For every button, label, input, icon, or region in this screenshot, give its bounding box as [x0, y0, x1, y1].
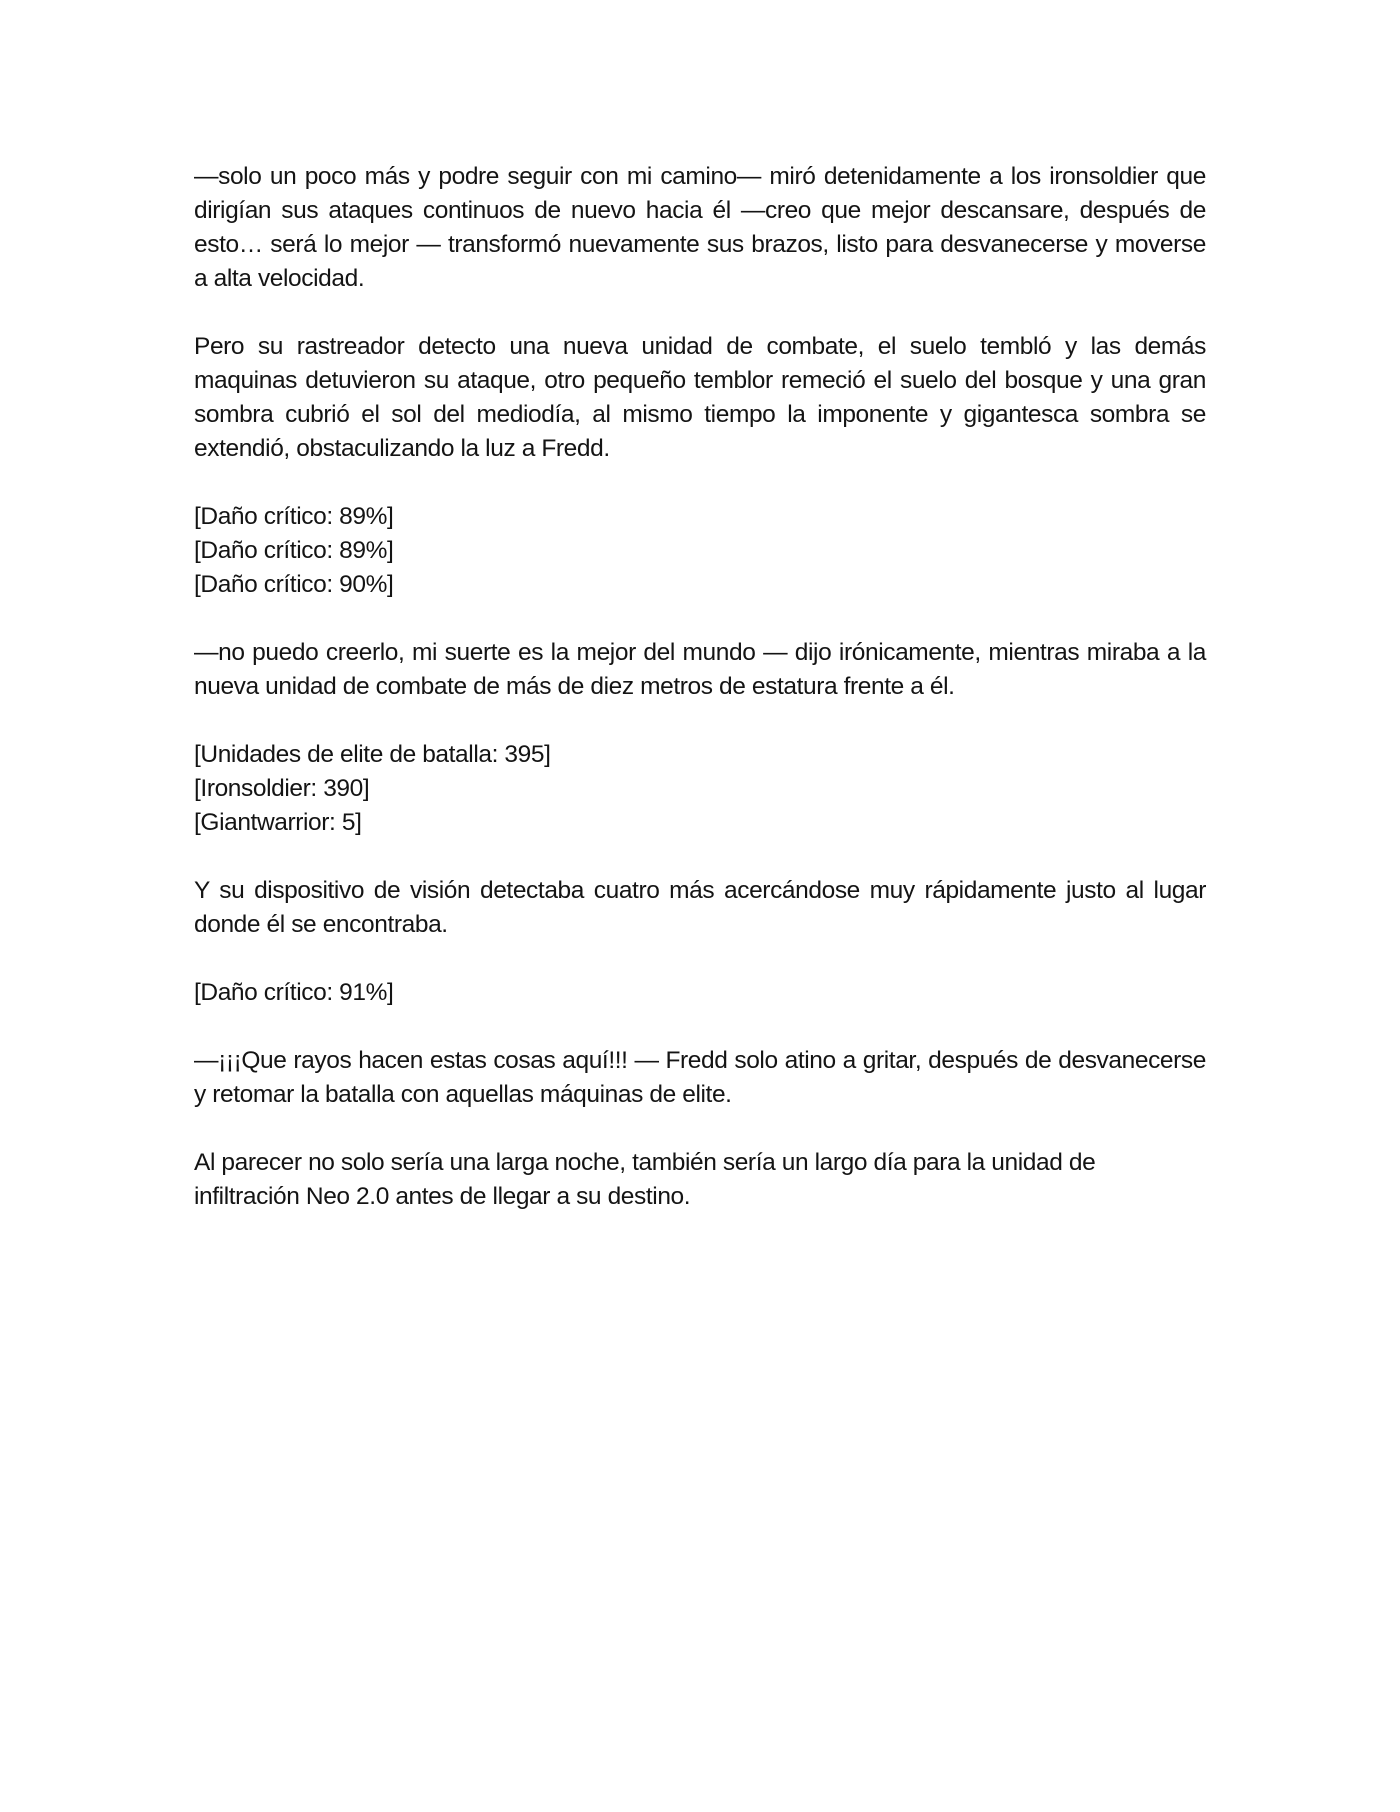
damage-status-line: [Daño crítico: 89%]	[194, 537, 394, 564]
document-page	[194, 160, 1206, 1248]
paragraph-4: Y su dispositivo de visión detectaba cuatro más acercándose muy rápidamente justo al lugar donde él se encontraba.	[194, 877, 1206, 938]
paragraph-5: —¡¡¡Que rayos hacen estas cosas aquí!!! — Fredd solo atino a gritar, después de desvanecerse y retomar la batalla con aquellas máquinas de elite.	[194, 1047, 1206, 1108]
damage-status-line: [Daño crítico: 89%]	[194, 503, 394, 530]
damage-status-line: [Daño crítico: 91%]	[194, 979, 394, 1006]
units-status-line: [Ironsoldier: 390]	[194, 775, 370, 802]
paragraph-6: Al parecer no solo sería una larga noche, también sería un largo día para la unidad de infiltración Neo 2.0 antes de llegar a su destino.	[194, 1149, 1096, 1210]
paragraph-2: Pero su rastreador detecto una nueva unidad de combate, el suelo tembló y las demás maquinas detuvieron su ataque, otro pequeño temblor remeció el suelo del bosque y una gran sombra cubrió el sol del mediodía, al mismo tiempo la imponente y gigantesca sombra se extendió, obstaculizando la luz a Fredd.	[194, 333, 1206, 462]
paragraph-1: —solo un poco más y podre seguir con mi camino— miró detenidamente a los ironsoldier que dirigían sus ataques continuos de nuevo hacia él —creo que mejor descansare, después de esto… será lo mejor — transformó nuevamente sus brazos, listo para desvanecerse y moverse a alta velocidad.	[194, 163, 1206, 292]
damage-status-block-1	[194, 500, 1206, 602]
paragraph-3: —no puedo creerlo, mi suerte es la mejor del mundo — dijo irónicamente, mientras miraba a la nueva unidad de combate de más de diez metros de estatura frente a él.	[194, 639, 1206, 700]
units-status-block	[194, 738, 1206, 840]
damage-status-line: [Daño crítico: 90%]	[194, 571, 394, 598]
units-status-line: [Giantwarrior: 5]	[194, 809, 362, 836]
damage-status-block-2	[194, 976, 1206, 1010]
units-status-line: [Unidades de elite de batalla: 395]	[194, 741, 551, 768]
